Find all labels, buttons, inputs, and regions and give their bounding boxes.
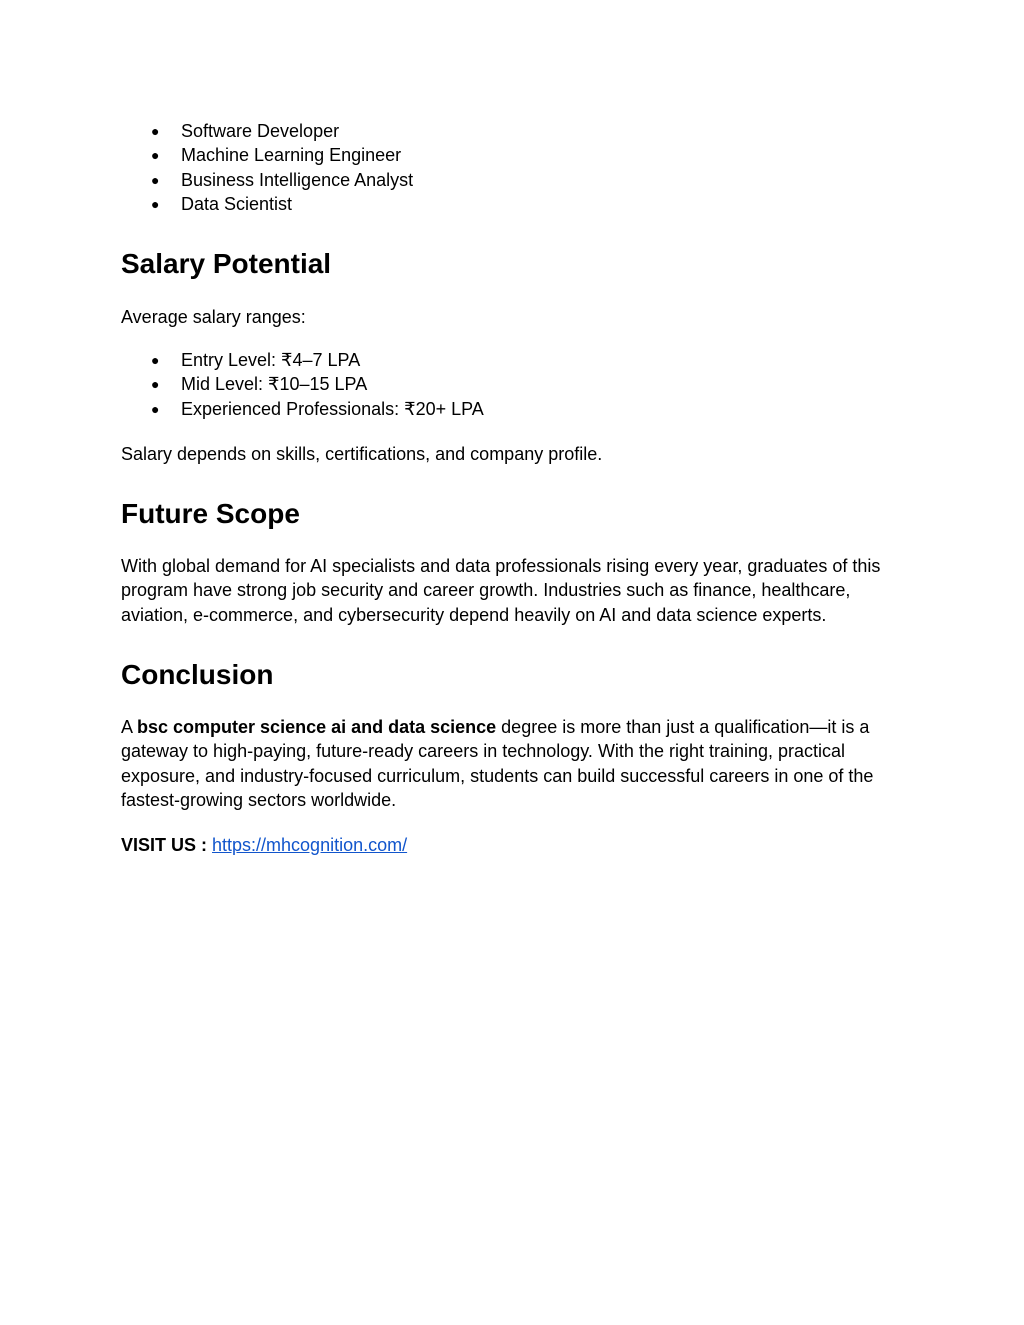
list-item: ● Experienced Professionals: ₹20+ LPA: [121, 397, 484, 421]
visit-line: [121, 833, 921, 857]
conclusion-prefix: A: [121, 717, 138, 737]
salary-note: Salary depends on skills, certifications, and company profile.: [121, 444, 603, 464]
list-item: ● Software Developer: [121, 119, 413, 143]
conclusion-bold: bsc computer science ai and data science: [137, 717, 497, 737]
future-heading: Future Scope: [121, 498, 300, 529]
salary-heading: Salary Potential: [121, 248, 332, 279]
salary-list: [121, 348, 484, 421]
conclusion-text: [121, 715, 921, 813]
roles-list: [121, 119, 413, 216]
list-item: ● Data Scientist: [121, 192, 413, 216]
future-text: With global demand for AI specialists and data professionals rising every year, graduates of this program have strong job security and career growth. Industries such as finance, healthcare, aviation, e-commerce, and cybersecurity depend heavily on AI and data science experts.: [121, 556, 881, 625]
list-item: ● Business Intelligence Analyst: [121, 168, 413, 192]
list-item: ● Mid Level: ₹10–15 LPA: [121, 372, 484, 396]
salary-intro: Average salary ranges:: [121, 307, 306, 327]
list-item: ● Entry Level: ₹4–7 LPA: [121, 348, 484, 372]
conclusion-body: degree is more than just a qualification—it is a gateway to high-paying, future-ready careers in technology. With the right training, practical exposure, and industry-focused curriculum, students can build successful careers in one of the fastest-growing sectors worldwide.: [121, 717, 874, 811]
website-link[interactable]: https://mhcognition.com/: [212, 835, 408, 855]
conclusion-heading: Conclusion: [121, 659, 274, 690]
list-item: ● Machine Learning Engineer: [121, 143, 413, 167]
visit-label: VISIT US :: [121, 835, 213, 855]
